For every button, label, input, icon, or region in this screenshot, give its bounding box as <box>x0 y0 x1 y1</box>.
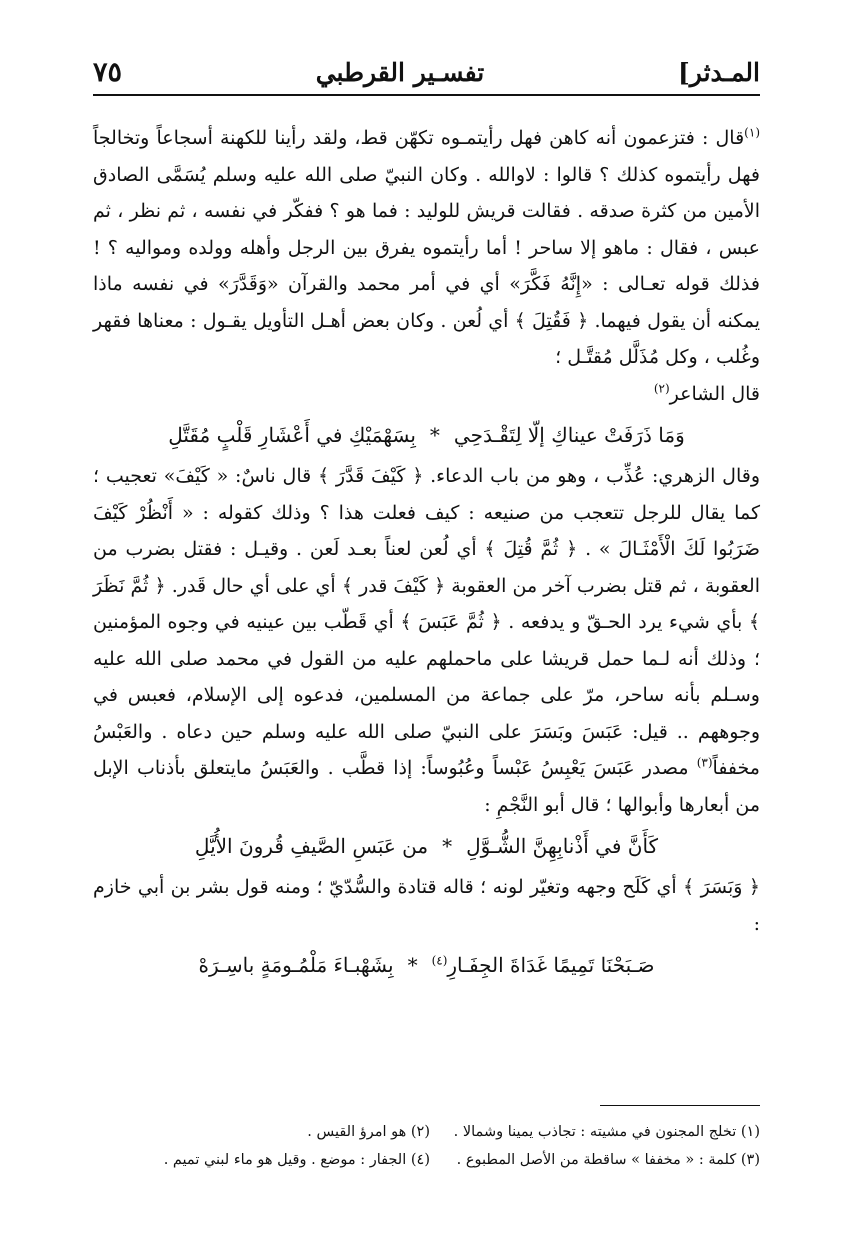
footnote-4: (٤) الجفار : موضع . وقيل هو ماء لبني تميم . <box>163 1152 430 1168</box>
page-number: ٧٥ <box>93 56 123 88</box>
footnote-row-1 <box>93 1118 760 1146</box>
footnote-marker-4: (٤) <box>431 953 448 968</box>
footnote-marker-3: (٣) <box>696 755 713 770</box>
footnote-row-2 <box>93 1146 760 1174</box>
verse-1-first-hemistich: وَمَا ذَرَفَتْ عيناكِ إلّا لِتَقْـدَحِي <box>453 423 685 447</box>
verse-2-second-hemistich: من عَبَسِ الصَّيفِ قُرونَ الأُيَّلِ <box>194 834 429 858</box>
footnotes <box>93 1118 760 1174</box>
paragraph-3-text: وقال الزهري: عُذِّب ، وهو من باب الدعاء. ﴿ كَيْفَ قَدَّرَ ﴾ قال ناسٌ: « كَيْفَ» تعجيب ؛ كما يقال للرجل تتعجب من صنيعه : كيف فعلت هذا ؟ وذلك كقوله : « أَنْظُرْ كَيْفَ ضَرَبُوا لَكَ الْأَمْثَـالَ » . ﴿ ثُمَّ قُتِلَ ﴾ أي لُعن لعناً بعـد لَعن . وقيـل : فقتل بضرب من العقوبة ، ثم قتل بضرب آخر من العقوبة ﴿ كَيْفَ قدر ﴾ أي على أي حال قَدر. ﴿ ثُمَّ نَظَرَ ﴾ بأي شيء يرد الحـقّ و يدفعه . ﴿ ثُمَّ عَبَسَ ﴾ أي قَطّب بين عينيه في وجوه المؤمنين ؛ وذلك أنه لـما حمل قريشا على ماحملهم عليه من القول في محمد صلى الله عليه وسـلم بأنه ساحر، مرّ على جماعة من المسلمين، فدعوه إلى الإسلام، فعبس في وجوههم .. قيل: عَبَسَ وبَسَرَ على النبيّ صلى الله عليه وسلم حين دعاه . والعَبْسُ مخففاً$^{(٣)}$ مصدر عَبَسَ يَعْبِسُ عَبْساً وعُبُوساً: إذا قطَّب . والعَبَسُ مايتعلق بأذناب الإبل من أبعارها وأبوالها ؛ قال أبو النَّجْمِ : <box>93 465 760 816</box>
paragraph-4-text: ﴿ وَبَسَرَ ﴾ أي كَلَح وجهه وتغيّر لونه ؛ قاله قتادة والسُّدّيّ ؛ ومنه قول بشر بن أبي خازم : <box>93 876 760 935</box>
main-text <box>93 120 760 988</box>
header-divider <box>93 94 760 96</box>
verse-3-second-hemistich: بِشَهْبـاءَ مَلْمُـومَةٍ باسِـرَهْ <box>198 953 394 977</box>
footnote-3: (٣) كلمة : « مخففا » ساقطة من الأصل المطبوع . <box>456 1152 760 1168</box>
footnote-divider <box>600 1105 760 1106</box>
verse-3 <box>93 942 760 988</box>
verse-2 <box>93 823 760 869</box>
footnote-marker-1: (١) <box>744 125 760 140</box>
poet-intro: قال الشاعر <box>669 382 760 405</box>
footnote-1: (١) تخلج المجنون في مشيته : تجاذب يمينا وشمالا . <box>453 1124 760 1140</box>
footnote-marker-2: (٢) <box>653 381 670 396</box>
surah-name: المـدثر] <box>677 57 760 87</box>
paragraph-3 <box>93 458 760 823</box>
verse-3-first-hemistich: صَـبَحْنَا تَمِيمًا غَدَاةَ الجِفَـارِ <box>447 953 655 977</box>
paragraph-1 <box>93 120 760 376</box>
verse-2-first-hemistich: كَأَنَّ في أَذْنابِهِنَّ الشُّـوَّلِ <box>466 834 659 858</box>
book-title: تفسـير القرطبي <box>315 57 485 87</box>
verse-separator: * <box>429 423 440 447</box>
verse-1 <box>93 412 760 458</box>
paragraph-4 <box>93 869 760 942</box>
verse-separator: * <box>407 953 418 977</box>
paragraph-1-text: قال : فتزعمون أنه كاهن فهل رأيتمـوه تكهّن قط، ولقد رأينا للكهنة أسجاعاً وتخالجاً فهل رأيتموه كذلك ؟ قالوا : لاوالله . وكان النبيّ صلى الله عليه وسلم يُسَمَّى الصادق الأمين من كثرة صدقه . فقالت قريش للوليد : فما هو ؟ ففكّر في نفسه ، ثم نظر ، ثم عبس ، فقال : ماهو إلا ساحر ! أما رأيتموه يفرق بين الرجل وأهله وولده ومواليه ؟ ! فذلك قوله تعـالى : «إِنَّهُ فَكَّرَ» أي في أمر محمد والقرآن «وَقَدَّرَ» في نفسه ماذا يمكنه أن يقول فيهما. ﴿ فَقُتِلَ ﴾ أي لُعن . وكان بعض أهـل التأويل يقـول : معناها فقهر وغُلب ، وكل مُذَلَّل مُقتَّـل ؛ <box>93 127 760 368</box>
paragraph-2 <box>93 376 760 413</box>
footnote-2: (٢) هو امرؤ القيس . <box>307 1124 430 1140</box>
verse-1-second-hemistich: بِسَهْمَيْكِ في أَعْشَارِ قَلْبٍ مُقَتَّلِ <box>168 423 416 447</box>
verse-separator: * <box>442 834 453 858</box>
running-header <box>93 52 760 92</box>
